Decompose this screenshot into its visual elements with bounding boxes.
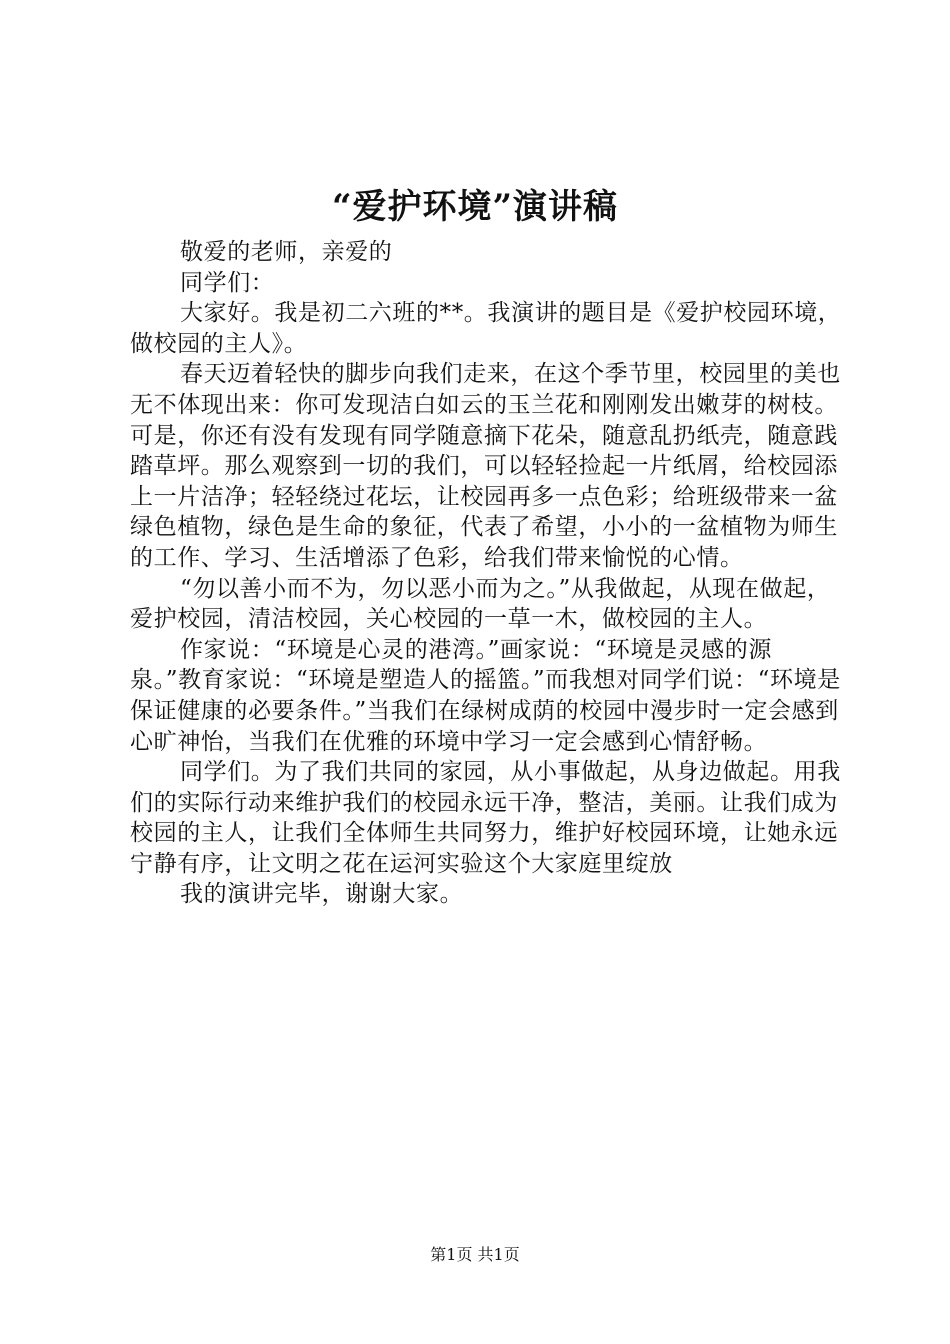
intro-paragraph: 大家好。我是初二六班的**。我演讲的题目是《爱护校园环境，做校园的主人》。 — [130, 300, 842, 357]
quote-paragraph: “勿以善小而不为，勿以恶小而为之。”从我做起，从现在做起，爱护校园，清洁校园，关心校园的一草一木，做校园的主人。 — [130, 575, 831, 633]
document-body — [130, 237, 842, 910]
page-number-footer: 第1页 共1页 — [430, 1245, 520, 1264]
salutation-line-1: 敬爱的老师，亲爱的 — [180, 239, 393, 265]
call-to-action-paragraph: 同学们。为了我们共同的家园，从小事做起，从身边做起。用我们的实际行动来维护我们的校园永远干净，整洁，美丽。让我们成为校园的主人，让我们全体师生共同努力，维护好校园环境，让她永远宁静有序，让文明之花在运河实验这个大家庭里绽放 — [130, 759, 841, 877]
spring-paragraph: 春天迈着轻快的脚步向我们走来，在这个季节里，校园里的美也无不体现出来：你可发现洁白如云的玉兰花和刚刚发出嫩芽的树枝。可是，你还有没有发现有同学随意摘下花朵，随意乱扔纸壳，随意践踏草坪。那么观察到一切的我们，可以轻轻捡起一片纸屑，给校园添上一片洁净；轻轻绕过花坛，让校园再多一点色彩；给班级带来一盆绿色植物，绿色是生命的象征，代表了希望，小小的一盆植物为师生的工作、学习、生活增添了色彩，给我们带来愉悦的心情。 — [130, 361, 841, 571]
document-title: “爱护环境”演讲稿 — [331, 187, 619, 227]
closing-paragraph: 我的演讲完毕，谢谢大家。 — [180, 881, 464, 908]
environment-paragraph: 作家说：“环境是心灵的港湾。”画家说：“环境是灵感的源泉。”教育家说：“环境是塑造人的摇篮。”而我想对同学们说：“环境是保证健康的必要条件。”当我们在绿树成荫的校园中漫步时一定会感到心旷神怡，当我们在优雅的环境中学习一定会感到心情舒畅。 — [130, 636, 841, 755]
salutation-line-2: 同学们： — [180, 269, 275, 296]
